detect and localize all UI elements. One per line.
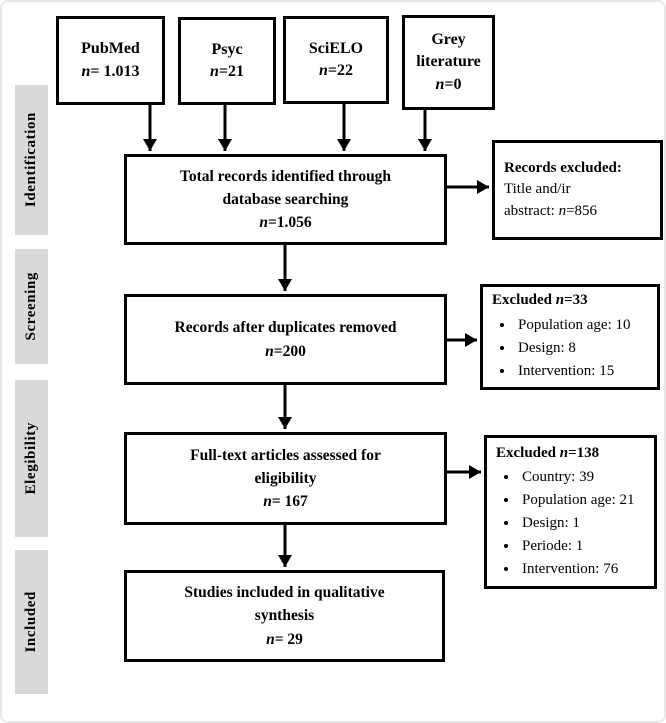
flow-box-text: Full-text articles assessed for eligibility n= 167: [190, 446, 381, 511]
source-box-psyc: [178, 17, 276, 105]
exclusion-box-screening: [480, 284, 660, 390]
exclusion-box-eligibility: [484, 435, 657, 589]
exclusion-title: Records excluded:: [504, 160, 622, 177]
exclusion-bullet-list: • Country: 39 • Population age: 21 • Design: 1 • Periode: 1 • Intervention: 76: [496, 466, 645, 581]
source-count: n=22: [318, 62, 354, 79]
source-name: SciELO: [308, 39, 364, 57]
flow-box-text: Total records identified through database searching n=1.056: [179, 167, 392, 232]
stage-label-text: Identification: [23, 112, 39, 208]
source-box-scielo: [283, 16, 389, 104]
flow-box-studies-included: [124, 570, 445, 662]
exclusion-title: Excluded n=138: [496, 444, 600, 461]
stage-label-text: Screening: [23, 272, 39, 341]
stage-label-text: Elegibility: [23, 422, 39, 495]
source-count: n= 1.013: [81, 62, 140, 80]
source-name: PubMed: [81, 40, 140, 58]
source-count: n=21: [209, 63, 245, 80]
flow-box-duplicates-removed: [124, 294, 447, 385]
flow-box-text: Records after duplicates removed n=200: [174, 319, 397, 360]
stage-label-identification: [15, 85, 48, 235]
flow-box-text: Studies included in qualitative synthesis n= 29: [184, 584, 385, 648]
source-box-grey-literature: [402, 15, 495, 110]
source-name: Psyc: [211, 40, 243, 58]
stage-label-included: [15, 550, 48, 694]
exclusion-box-title-abstract: [492, 140, 663, 240]
flow-box-fulltext-assessed: [124, 432, 447, 525]
source-count: n=0: [435, 75, 462, 93]
stage-label-screening: [15, 249, 48, 364]
source-name: Grey literature: [416, 30, 481, 71]
stage-label-text: Included: [23, 591, 39, 653]
source-box-pubmed: [56, 16, 165, 105]
stage-label-eligibility: [15, 380, 48, 537]
exclusion-bullet-list: • Population age: 10 • Design: 8 • Intervention: 15: [492, 314, 648, 384]
exclusion-title: Excluded n=33: [492, 292, 588, 309]
flow-box-records-identified: [124, 154, 447, 245]
exclusion-text: Title and/ir abstract: n=856: [504, 181, 598, 219]
